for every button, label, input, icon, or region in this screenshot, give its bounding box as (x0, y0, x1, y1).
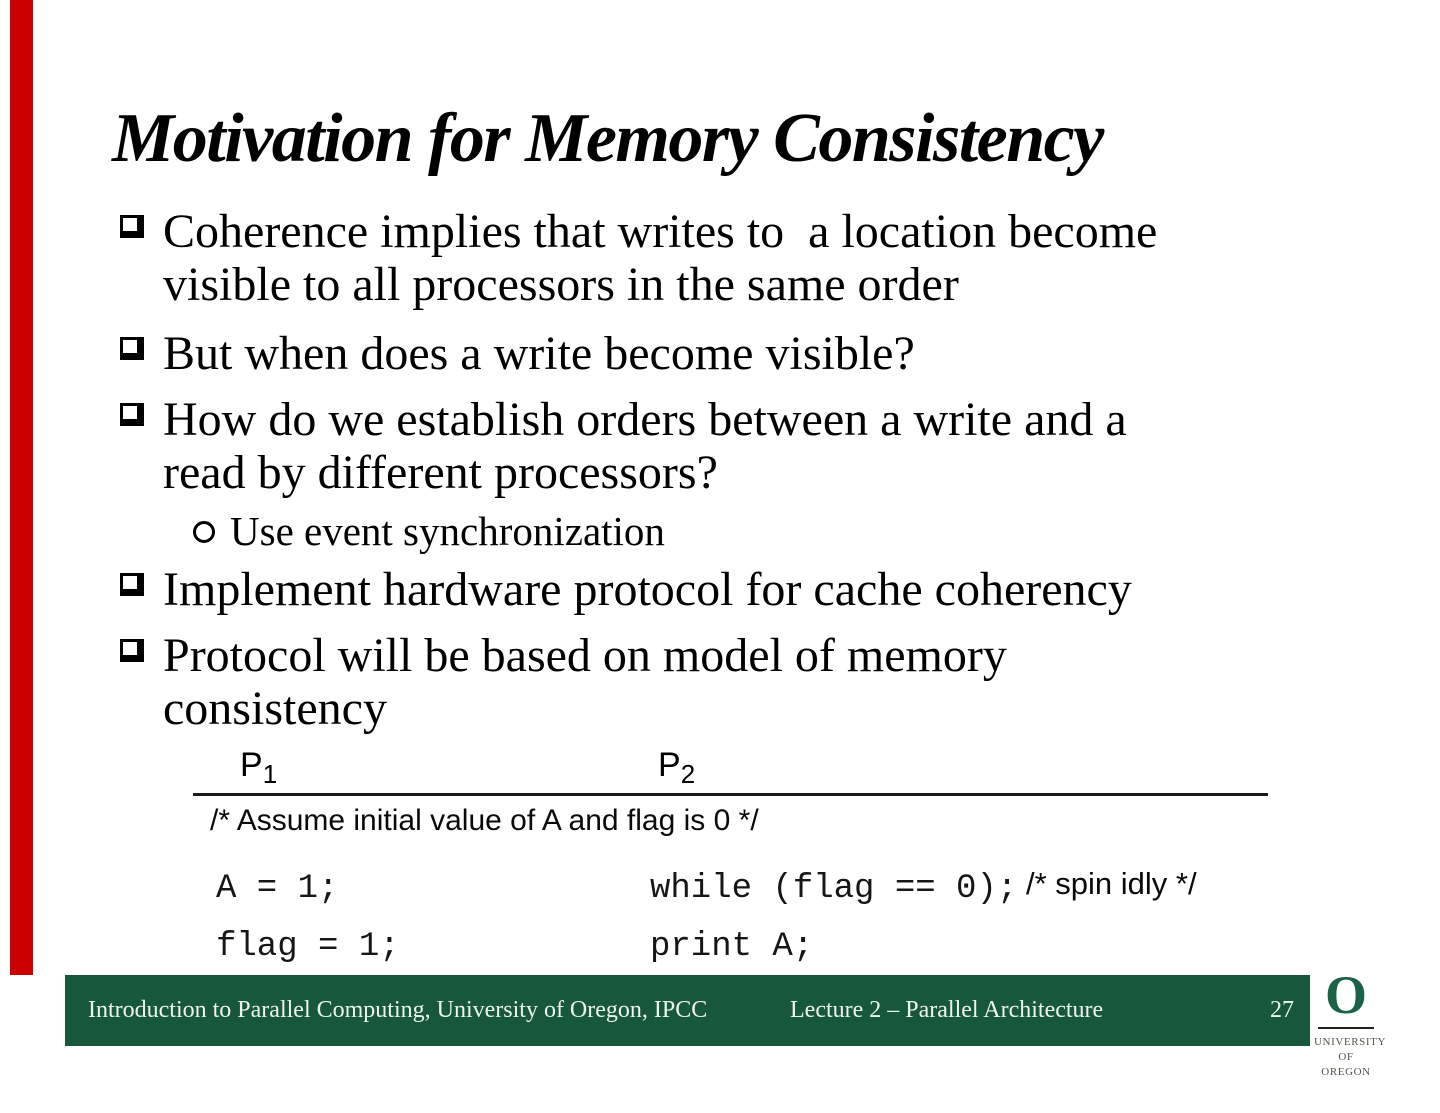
bullet-4-line-1: Implement hardware protocol for cache coherency (163, 563, 1132, 616)
circle-bullet-icon (193, 521, 215, 543)
code-p1-row-1: A = 1; (216, 870, 339, 908)
column-header-p1 (240, 746, 278, 789)
bullet-5-line-1: Protocol will be based on model of memory (163, 629, 1007, 682)
footer-page-number: 27 (1270, 997, 1294, 1023)
uo-o-icon: O (1324, 965, 1367, 1025)
code-p2-row-1: while (flag == 0); (650, 870, 1018, 908)
p2-label: P (658, 746, 681, 784)
university-of-oregon-logo (1314, 965, 1386, 1080)
sub-bullet-line-1: Use event synchronization (230, 508, 665, 554)
p2-subscript: 2 (680, 759, 696, 789)
red-accent-bar (10, 0, 33, 975)
bullet-5-line-2: consistency (163, 682, 387, 735)
square-bullet-icon (120, 337, 144, 360)
code-p2-row-2: print A; (650, 928, 814, 966)
code-p1-row-2: flag = 1; (216, 928, 400, 966)
table-divider-line (193, 793, 1268, 796)
logo-divider-line (1318, 1027, 1374, 1029)
square-bullet-icon (120, 573, 144, 596)
bullet-1-line-1: Coherence implies that writes to a location become (163, 205, 1158, 258)
logo-caption-line-1: UNIVERSITY (1314, 1036, 1386, 1048)
bullet-2-line-1: But when does a write become visible? (163, 327, 915, 380)
footer-bar (65, 975, 1310, 1046)
square-bullet-icon (120, 215, 144, 238)
bullet-1-line-2: visible to all processors in the same order (163, 258, 959, 311)
spin-idly-comment: /* spin idly */ (1026, 866, 1197, 901)
bullet-3-line-1: How do we establish orders between a write and a (163, 393, 1127, 446)
init-comment: /* Assume initial value of A and flag is 0 */ (210, 804, 759, 837)
p1-label: P (240, 746, 263, 784)
bullet-3-line-2: read by different processors? (163, 446, 718, 499)
slide-title: Motivation for Memory Consistency (112, 100, 1103, 177)
p1-subscript: 1 (262, 759, 278, 789)
column-header-p2 (658, 746, 696, 789)
footer-course-label: Introduction to Parallel Computing, University of Oregon, IPCC (88, 997, 708, 1023)
logo-caption-line-2: OF OREGON (1321, 1051, 1371, 1078)
square-bullet-icon (120, 403, 144, 426)
square-bullet-icon (120, 639, 144, 662)
footer-lecture-label: Lecture 2 – Parallel Architecture (790, 997, 1104, 1023)
